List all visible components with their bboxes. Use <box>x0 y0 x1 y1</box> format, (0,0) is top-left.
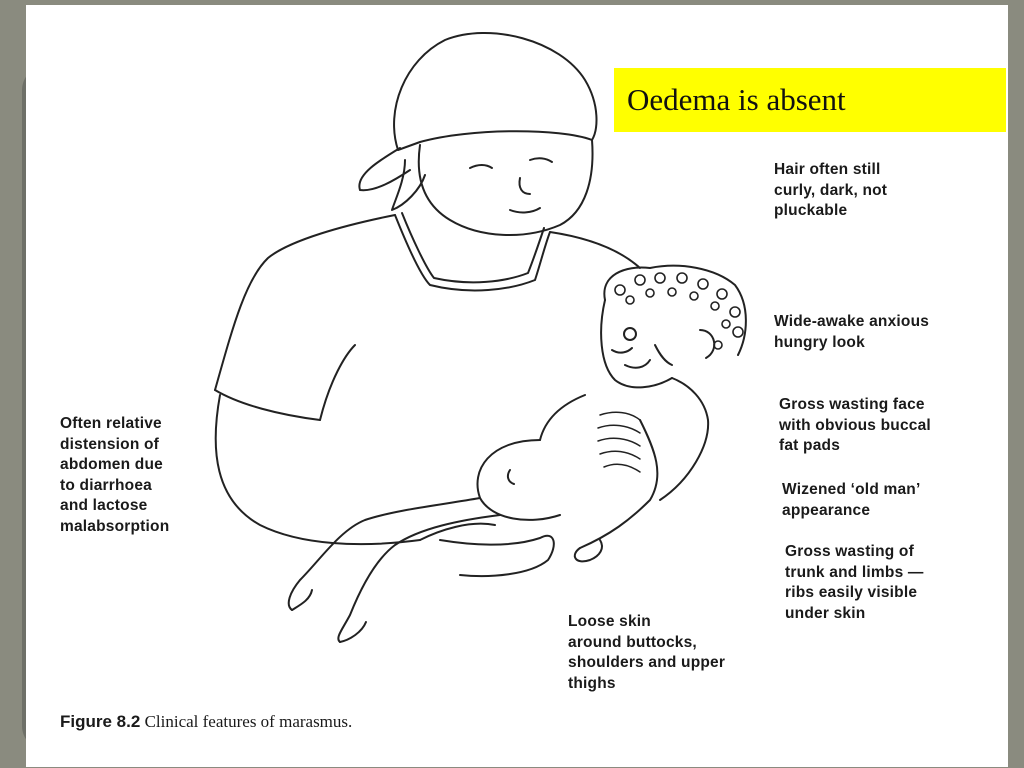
mother-sleeve <box>215 390 320 420</box>
mother-face <box>419 140 593 235</box>
child-ear <box>700 330 714 358</box>
oedema-banner: Oedema is absent <box>614 68 1006 132</box>
mother-neckline-inner <box>402 213 544 282</box>
figure-caption-text: Clinical features of marasmus. <box>140 712 353 731</box>
label-abdomen: Often relative distension of abdomen due to diarrhoea and lactose malabsorption <box>60 415 170 535</box>
mother-eye-right <box>530 158 552 162</box>
child-hair <box>604 266 746 355</box>
mother-neckline <box>395 215 550 290</box>
mother-mouth <box>510 208 540 212</box>
label-loose-skin: Loose skin around buttocks, shoulders and upper thighs <box>568 613 726 692</box>
mother-hand <box>440 536 554 576</box>
child-abdomen <box>478 440 561 520</box>
mother-nose <box>519 178 530 194</box>
label-trunk-limbs: Gross wasting of trunk and limbs — ribs easily visible under skin <box>785 543 924 622</box>
label-hair: Hair often still curly, dark, not pluckable <box>774 161 888 219</box>
mother-body-line <box>320 345 355 420</box>
child-leg-lower <box>338 515 500 642</box>
figure-number: Figure 8.2 <box>60 712 141 731</box>
label-hungry-look: Wide-awake anxious hungry look <box>774 313 930 351</box>
child-face <box>601 300 672 387</box>
mother-headscarf <box>394 33 596 150</box>
mother-hand-under <box>420 524 495 540</box>
mother-shoulder-right <box>550 232 640 268</box>
child-eye <box>624 328 636 340</box>
scarf-knot <box>359 148 425 210</box>
label-old-man: Wizened ‘old man’ appearance <box>782 481 921 519</box>
child-navel <box>508 470 514 484</box>
label-wasting-face: Gross wasting face with obvious buccal fat pads <box>779 396 931 454</box>
mother-arm <box>216 395 420 544</box>
figure-caption <box>60 712 352 732</box>
child-foot-1 <box>292 590 312 610</box>
child-ribs <box>598 412 640 472</box>
mother-shoulder-left <box>215 215 395 390</box>
child-face-wrinkles <box>612 345 672 368</box>
mother-eye-left <box>470 165 492 168</box>
